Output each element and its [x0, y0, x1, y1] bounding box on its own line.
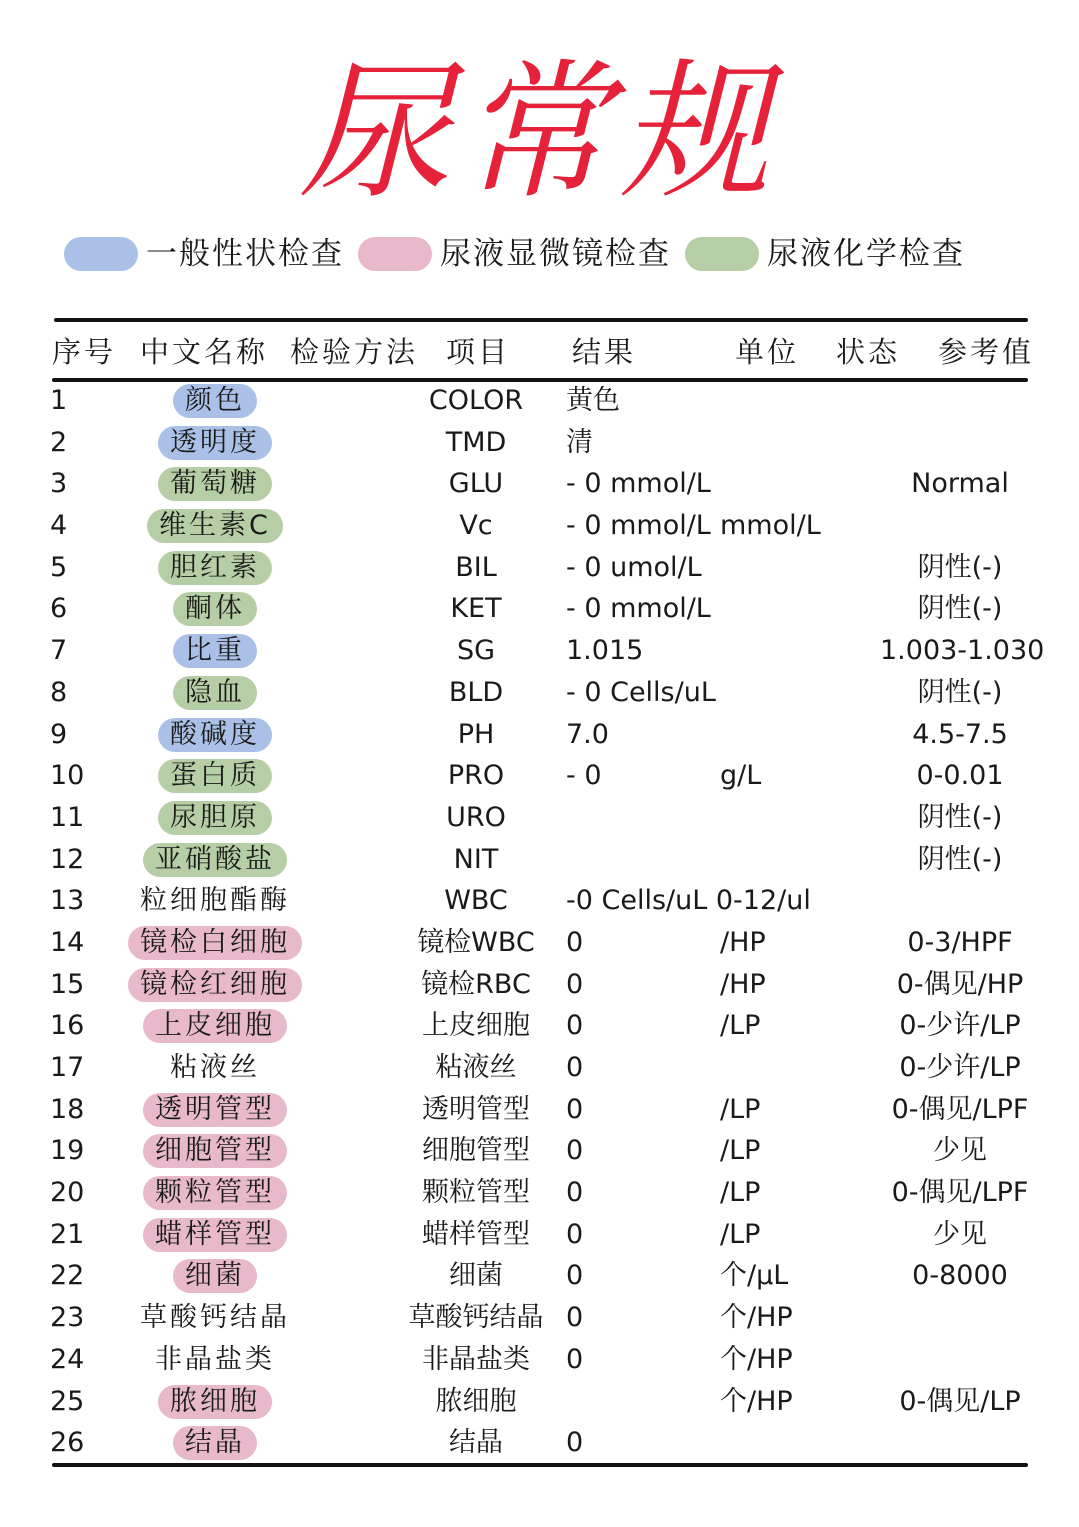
row-num: 12: [50, 843, 85, 875]
row-num: 22: [50, 1260, 85, 1292]
table-row: [0, 1255, 1079, 1297]
legend-swatch-green: [685, 237, 759, 271]
legend-item-chemical: [685, 232, 965, 276]
name-highlight: 粘液丝: [170, 1052, 260, 1083]
row-num: 26: [50, 1427, 85, 1459]
row-result: 清: [566, 426, 593, 458]
row-num: 25: [50, 1385, 85, 1417]
name-highlight: 草酸钙结晶: [140, 1302, 290, 1334]
name-highlight: 非晶盐类: [155, 1343, 275, 1375]
name-highlight: 上皮细胞: [143, 1009, 287, 1043]
row-item: 结晶: [449, 1427, 503, 1459]
row-chinese-name: [120, 672, 310, 713]
row-chinese-name: [120, 1089, 310, 1130]
row-item: GLU: [448, 468, 504, 500]
name-highlight: 尿胆原: [158, 801, 272, 835]
row-reference: Normal: [911, 468, 1009, 500]
row-item: 脓细胞: [435, 1385, 517, 1417]
row-reference: 少见: [933, 1135, 987, 1167]
row-reference: 阴性(-): [917, 843, 1003, 875]
table-row: [0, 797, 1079, 839]
row-item: 颗粒管型: [422, 1177, 530, 1209]
row-item: 细菌: [449, 1260, 503, 1292]
row-chinese-name: [120, 880, 310, 921]
row-num: 13: [50, 885, 85, 917]
row-chinese-name: [120, 1297, 310, 1338]
row-item: 镜检WBC: [417, 926, 535, 958]
name-highlight: 粒细胞酯酶: [140, 885, 290, 917]
row-item: 上皮细胞: [422, 1010, 530, 1042]
row-chinese-name: [120, 964, 310, 1005]
row-chinese-name: [120, 1172, 310, 1213]
row-result: 7.0: [566, 718, 609, 750]
row-reference: 阴性(-): [917, 551, 1003, 583]
row-item: 镜检RBC: [421, 968, 531, 1000]
row-num: 6: [50, 593, 68, 625]
row-result: - 0 mmol/L: [566, 468, 711, 500]
row-chinese-name: [120, 1381, 310, 1422]
table-row: [0, 588, 1079, 630]
row-chinese-name: [120, 797, 310, 838]
row-chinese-name: [120, 1130, 310, 1171]
row-item: WBC: [444, 885, 508, 917]
header-num: 序号: [52, 335, 117, 369]
row-item: KET: [450, 593, 502, 625]
page-title: 尿常规: [299, 46, 780, 220]
row-reference: 4.5-7.5: [912, 718, 1008, 750]
row-item: COLOR: [428, 385, 524, 416]
row-unit: 个/μL: [720, 1260, 789, 1292]
row-result: - 0 mmol/L: [566, 593, 711, 625]
row-num: 4: [50, 510, 68, 542]
table-row: [0, 839, 1079, 881]
row-chinese-name: [120, 714, 310, 755]
name-highlight: 比重: [173, 634, 257, 668]
row-item: BLD: [448, 676, 504, 708]
row-reference: 0-少许/LP: [899, 1052, 1021, 1083]
row-num: 10: [50, 760, 85, 792]
row-unit: /HP: [720, 968, 766, 1000]
row-result: 0: [566, 1010, 584, 1042]
name-highlight: 蛋白质: [158, 759, 272, 793]
name-highlight: 透明度: [158, 426, 272, 460]
name-highlight: 细菌: [173, 1259, 257, 1293]
row-num: 17: [50, 1052, 85, 1083]
table-row: [0, 1089, 1079, 1131]
row-item: SG: [456, 635, 496, 667]
row-unit: 个/HP: [720, 1302, 793, 1334]
row-num: 5: [50, 551, 68, 583]
header-status: 状态: [836, 335, 901, 369]
name-highlight: 脓细胞: [158, 1385, 272, 1419]
row-num: 21: [50, 1218, 85, 1250]
row-reference: 阴性(-): [917, 676, 1003, 708]
row-reference: 0-偶见/LPF: [891, 1177, 1029, 1209]
table-row: [0, 922, 1079, 964]
table-body: [0, 380, 1079, 1464]
legend-label: 尿液化学检查: [767, 236, 965, 272]
legend-swatch-blue: [64, 237, 138, 271]
name-highlight: 透明管型: [143, 1093, 287, 1127]
table-row: [0, 1339, 1079, 1381]
name-highlight: 维生素C: [147, 509, 283, 543]
row-chinese-name: [120, 463, 310, 504]
row-item: 非晶盐类: [422, 1343, 530, 1375]
name-highlight: 颜色: [173, 384, 257, 418]
row-reference: 0-少许/LP: [899, 1010, 1021, 1042]
row-chinese-name: [120, 1255, 310, 1296]
row-unit: 个/HP: [720, 1385, 793, 1417]
row-unit: /LP: [720, 1093, 761, 1125]
row-item: Vc: [459, 510, 493, 542]
row-num: 23: [50, 1302, 85, 1334]
row-unit: /LP: [720, 1218, 761, 1250]
legend-swatch-pink: [358, 237, 432, 271]
table-row: [0, 880, 1079, 922]
row-num: 1: [50, 385, 68, 416]
row-item: PRO: [447, 760, 505, 792]
row-unit: 个/HP: [720, 1343, 793, 1375]
table-row: [0, 1422, 1079, 1464]
row-chinese-name: [120, 588, 310, 629]
header-reference: 参考值: [938, 335, 1035, 369]
row-item: BIL: [455, 551, 497, 583]
row-item: PH: [457, 718, 495, 750]
name-highlight: 亚硝酸盐: [143, 843, 287, 877]
table-row: [0, 672, 1079, 714]
row-num: 14: [50, 926, 85, 958]
table-bottom-rule: [52, 1463, 1028, 1467]
table-row: [0, 755, 1079, 797]
row-unit: /LP: [720, 1177, 761, 1209]
row-unit: mmol/L: [720, 510, 821, 542]
name-highlight: 结晶: [173, 1426, 257, 1460]
row-result: - 0 umol/L: [566, 551, 702, 583]
row-chinese-name: [120, 630, 310, 671]
row-result: - 0 Cells/uL: [566, 676, 716, 708]
header-unit: 单位: [735, 335, 800, 369]
row-chinese-name: [120, 547, 310, 588]
row-num: 18: [50, 1093, 85, 1125]
row-result: 1.015: [566, 635, 644, 667]
header-chinese-name: 中文名称: [140, 335, 269, 369]
table-row: [0, 1297, 1079, 1339]
table-row: [0, 1130, 1079, 1172]
row-result: - 0 mmol/L: [566, 510, 711, 542]
row-chinese-name: [120, 422, 310, 463]
row-result: 黄色: [566, 385, 620, 416]
row-chinese-name: [120, 755, 310, 796]
row-result: 0: [566, 968, 584, 1000]
row-reference: 0-偶见/HP: [896, 968, 1024, 1000]
table-row: [0, 1047, 1079, 1089]
row-unit: /LP: [720, 1135, 761, 1167]
name-highlight: 蜡样管型: [143, 1218, 287, 1252]
row-unit: g/L: [720, 760, 762, 792]
row-result: -0 Cells/uL 0-12/ul: [566, 885, 811, 917]
name-highlight: 葡萄糖: [158, 467, 272, 501]
table-top-rule: [54, 318, 1028, 322]
category-legend: [64, 232, 979, 276]
row-item: URO: [446, 801, 506, 833]
row-num: 9: [50, 718, 68, 750]
row-num: 19: [50, 1135, 85, 1167]
table-row: [0, 1214, 1079, 1256]
row-num: 15: [50, 968, 85, 1000]
table-row: [0, 463, 1079, 505]
row-num: 20: [50, 1177, 85, 1209]
row-result: 0: [566, 926, 584, 958]
row-result: 0: [566, 1093, 584, 1125]
row-result: 0: [566, 1427, 584, 1459]
row-item: 细胞管型: [422, 1135, 530, 1167]
name-highlight: 隐血: [173, 676, 257, 710]
row-reference: 1.003-1.030: [880, 635, 1045, 667]
row-reference: 0-3/HPF: [907, 926, 1013, 958]
legend-label: 尿液显微镜检查: [440, 236, 671, 272]
table-header: [0, 328, 1079, 378]
row-result: 0: [566, 1177, 584, 1209]
table-row: [0, 964, 1079, 1006]
row-num: 8: [50, 676, 68, 708]
row-result: 0: [566, 1343, 584, 1375]
row-reference: 阴性(-): [917, 593, 1003, 625]
row-unit: /LP: [720, 1010, 761, 1042]
row-num: 16: [50, 1010, 85, 1042]
row-reference: 0-偶见/LP: [899, 1385, 1021, 1417]
row-reference: 0-偶见/LPF: [891, 1093, 1029, 1125]
row-item: 蜡样管型: [422, 1218, 530, 1250]
name-highlight: 酮体: [173, 592, 257, 626]
row-result: 0: [566, 1135, 584, 1167]
table-row: [0, 380, 1079, 422]
row-num: 3: [50, 468, 68, 500]
legend-item-microscopic: [358, 232, 671, 276]
row-chinese-name: [120, 839, 310, 880]
header-item: 项目: [446, 335, 511, 369]
table-row: [0, 714, 1079, 756]
row-item: TMD: [445, 426, 507, 458]
row-chinese-name: [120, 1422, 310, 1463]
table-row: [0, 422, 1079, 464]
table-row: [0, 1005, 1079, 1047]
row-unit: /HP: [720, 926, 766, 958]
row-result: - 0: [566, 760, 602, 792]
row-chinese-name: [120, 1047, 310, 1088]
header-method: 检验方法: [290, 335, 419, 369]
row-result: 0: [566, 1302, 584, 1334]
legend-label: 一般性状检查: [146, 236, 344, 272]
row-num: 7: [50, 635, 68, 667]
row-reference: 少见: [933, 1218, 987, 1250]
row-result: 0: [566, 1218, 584, 1250]
table-row: [0, 1172, 1079, 1214]
row-item: 粘液丝: [435, 1052, 517, 1083]
row-chinese-name: [120, 505, 310, 546]
row-item: 草酸钙结晶: [408, 1302, 544, 1334]
table-row: [0, 630, 1079, 672]
name-highlight: 酸碱度: [158, 718, 272, 752]
row-item: NIT: [453, 843, 499, 875]
row-item: 透明管型: [422, 1093, 530, 1125]
table-row: [0, 547, 1079, 589]
row-num: 2: [50, 426, 68, 458]
row-num: 24: [50, 1343, 85, 1375]
legend-item-general: [64, 232, 344, 276]
row-result: 0: [566, 1260, 584, 1292]
row-chinese-name: [120, 1214, 310, 1255]
row-num: 11: [50, 801, 85, 833]
row-chinese-name: [120, 380, 310, 421]
row-reference: 0-0.01: [916, 760, 1004, 792]
name-highlight: 镜检白细胞: [128, 926, 302, 960]
row-result: 0: [566, 1052, 584, 1083]
row-reference: 0-8000: [912, 1260, 1008, 1292]
name-highlight: 颗粒管型: [143, 1176, 287, 1210]
name-highlight: 细胞管型: [143, 1134, 287, 1168]
table-row: [0, 505, 1079, 547]
name-highlight: 镜检红细胞: [128, 968, 302, 1002]
table-row: [0, 1381, 1079, 1423]
row-chinese-name: [120, 1005, 310, 1046]
header-result: 结果: [572, 335, 637, 369]
name-highlight: 胆红素: [158, 551, 272, 585]
row-chinese-name: [120, 1339, 310, 1380]
row-reference: 阴性(-): [917, 801, 1003, 833]
row-chinese-name: [120, 922, 310, 963]
